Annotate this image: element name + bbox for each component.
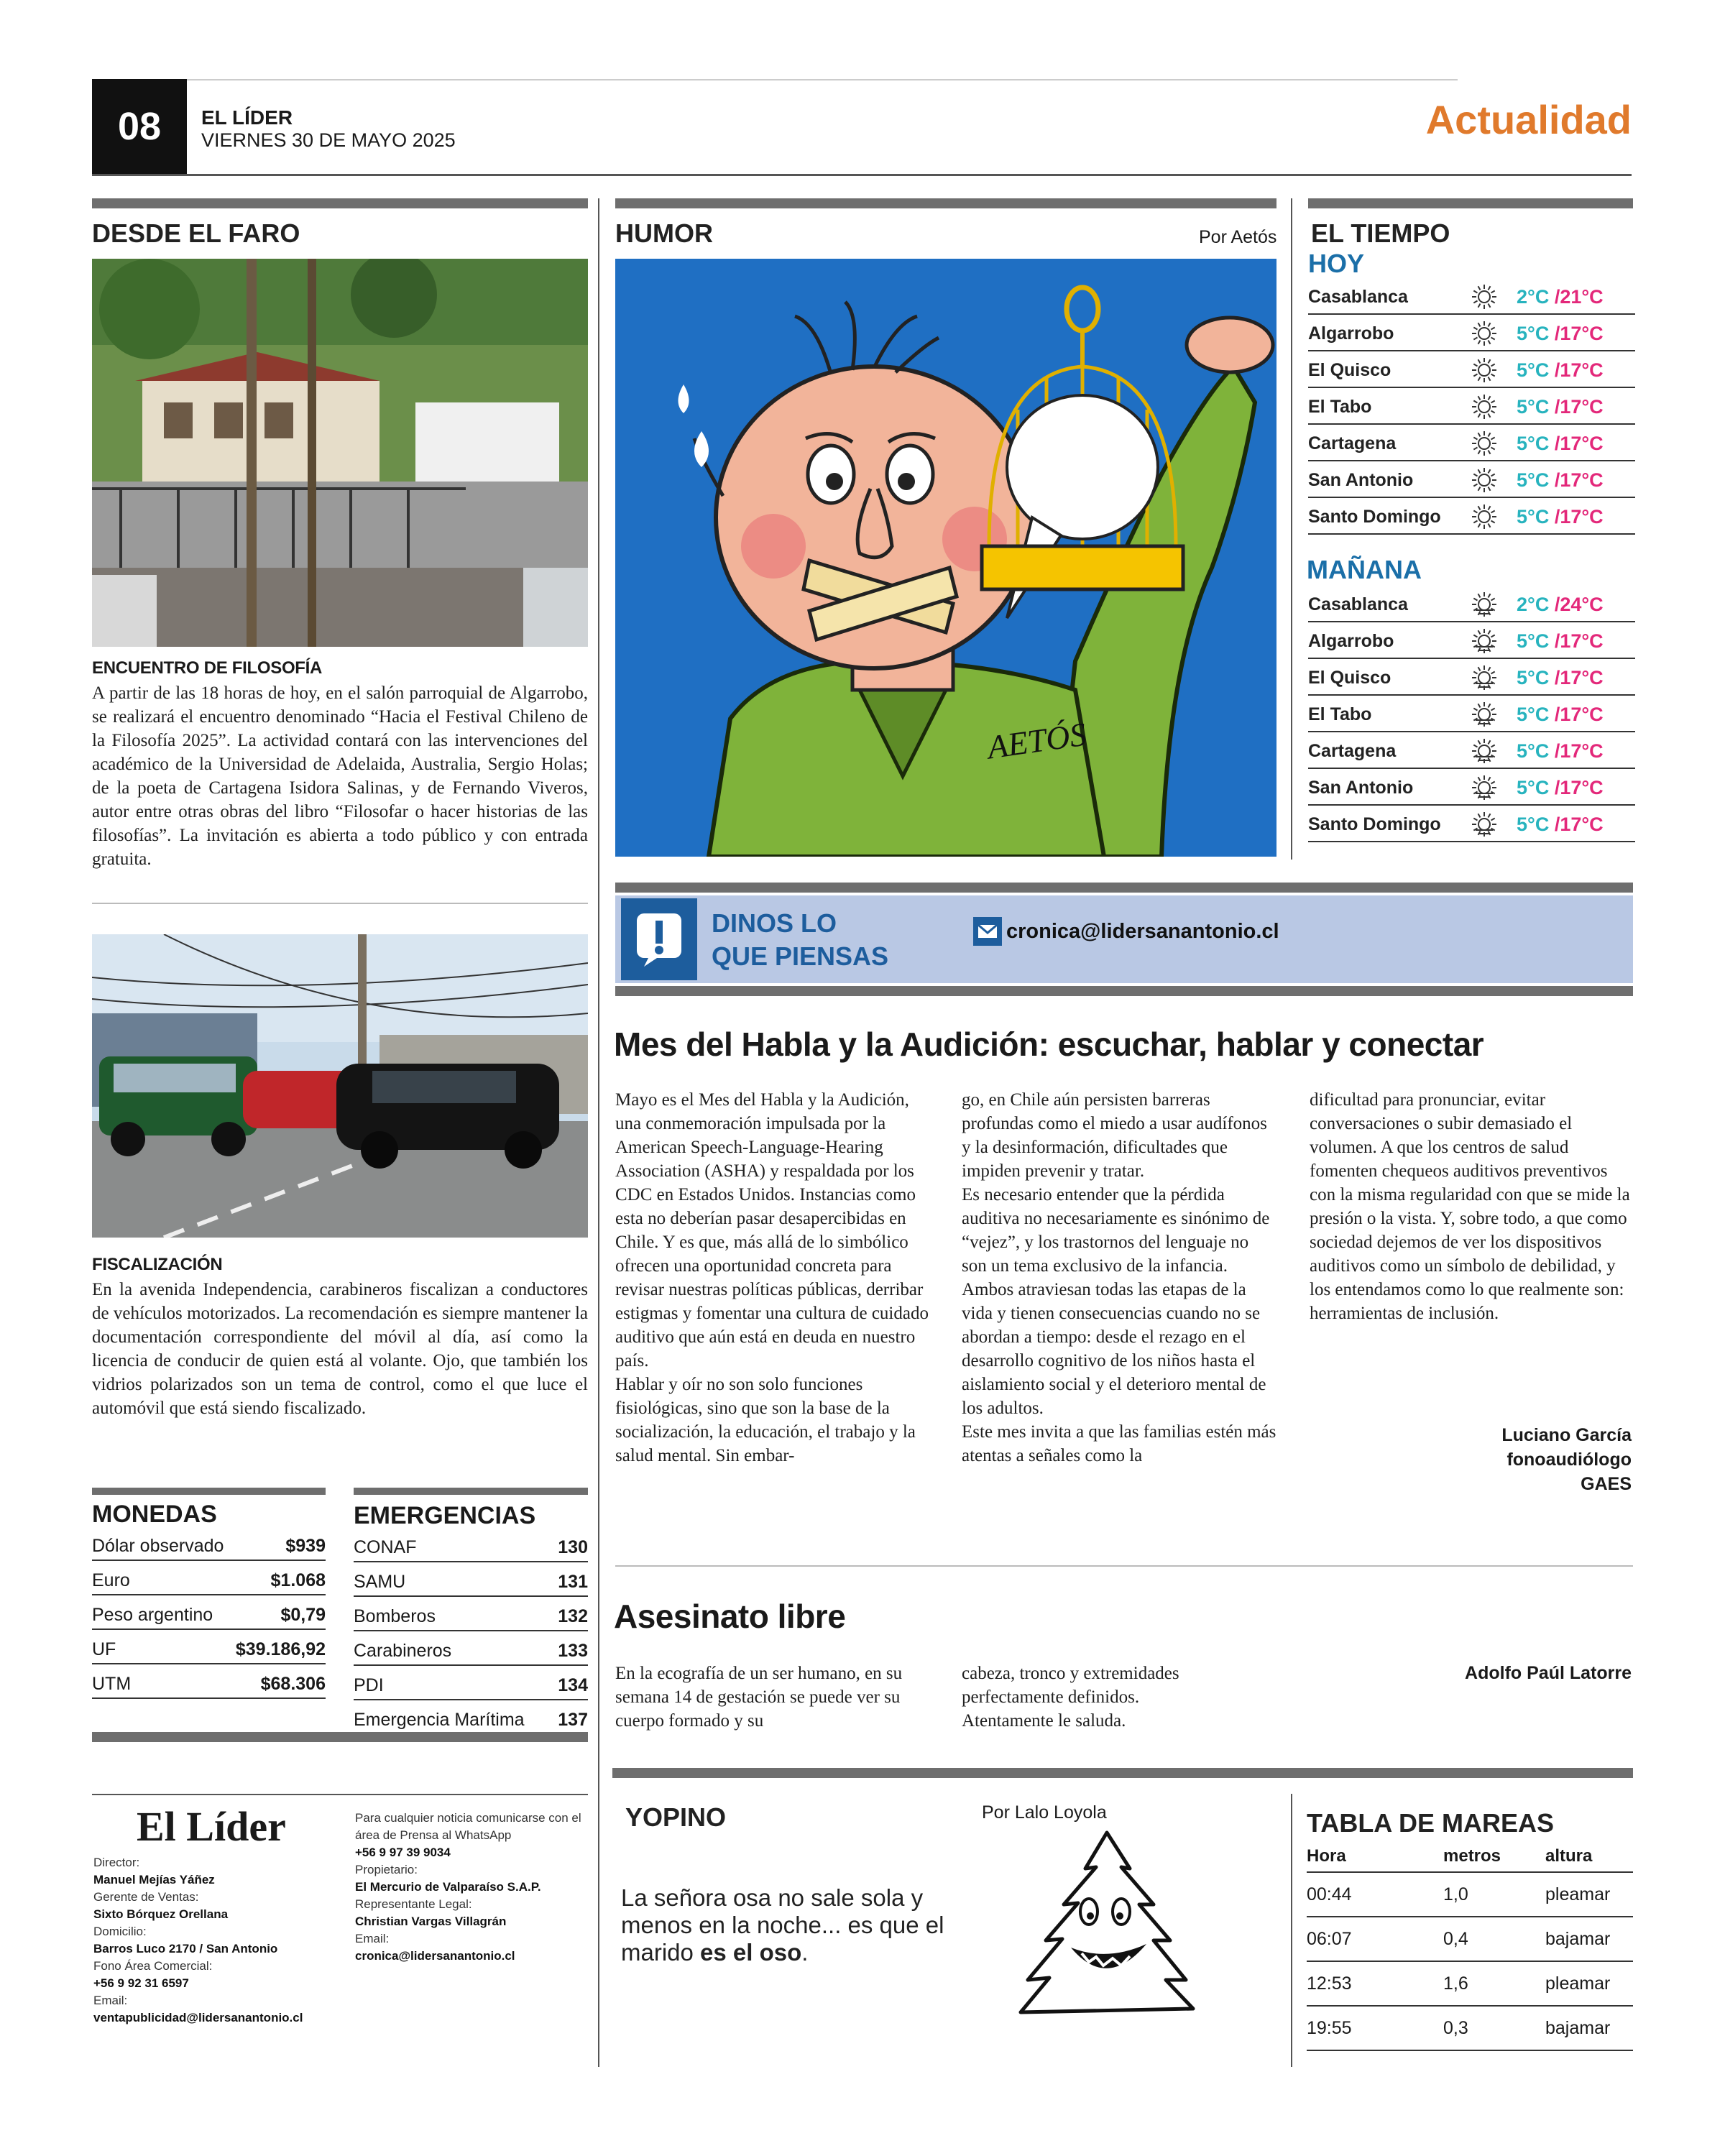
photo-fiscalizacion xyxy=(92,934,588,1238)
letter1-col2: go, en Chile aún persisten barreras profundas como el miedo a usar audífonos y la desinformación, dificultades que impiden prevenir y tratar. Es necesario entender que la pérdida auditiva no necesariamente es sinónimo de “vejez”, y los trastornos del lenguaje no son un tema exclusivo de la infancia. Ambos atraviesan todas las etapas de la vida y tienen consecuencias cuando no se abordan a tiempo: desde el rezago en el desarrollo cognitivo de los niños hasta el aislamiento social y el deterioro mental de los adultos. Este mes invita a que las familias estén más atentas a señales como la xyxy=(962,1090,1276,1465)
weather-max: 17°C xyxy=(1560,505,1604,528)
monedas-value: $1.068 xyxy=(270,1570,326,1590)
weather-city: Cartagena xyxy=(1308,433,1397,453)
letter2-col1: En la ecografía de un ser humano, en su semana 14 de gestación se puede ver su cuerpo formado y su xyxy=(615,1664,903,1731)
weather-temp xyxy=(1517,777,1604,799)
weather-separator: / xyxy=(1554,469,1560,491)
weather-min: 5°C xyxy=(1517,813,1550,835)
weather-min: 5°C xyxy=(1517,630,1550,652)
tide-hour: 19:55 xyxy=(1307,2017,1352,2038)
weather-max: 17°C xyxy=(1560,666,1604,688)
tide-meters: 0,4 xyxy=(1443,1928,1468,1949)
tide-type: pleamar xyxy=(1545,1973,1611,1994)
emergencias-label: Emergencia Marítima xyxy=(354,1710,525,1730)
weather-row xyxy=(1308,808,1635,842)
weather-city: San Antonio xyxy=(1308,469,1414,490)
weather-max: 17°C xyxy=(1560,630,1604,652)
weather-row xyxy=(1308,354,1635,388)
emergencias-row xyxy=(354,1631,588,1666)
tide-hour: 06:07 xyxy=(1307,1928,1352,1949)
weather-min: 5°C xyxy=(1517,505,1550,528)
weather-temp xyxy=(1517,506,1604,528)
tide-hour: 12:53 xyxy=(1307,1973,1352,1994)
weather-min: 2°C xyxy=(1517,285,1550,308)
weather-min: 5°C xyxy=(1517,359,1550,381)
sun-haze-icon xyxy=(1452,773,1517,802)
emergencias-value: 133 xyxy=(558,1641,588,1661)
monedas-row xyxy=(92,1630,326,1664)
weather-separator: / xyxy=(1554,395,1560,418)
tide-type: bajamar xyxy=(1545,2017,1611,2038)
dinos-icon-box xyxy=(621,898,697,980)
weather-row xyxy=(1308,771,1635,806)
tiempo-title: EL TIEMPO xyxy=(1311,218,1450,248)
tide-type: bajamar xyxy=(1545,1928,1611,1949)
sun-haze-icon xyxy=(1452,590,1517,619)
weather-row xyxy=(1308,588,1635,622)
humor-byline: Por Aetós xyxy=(1199,227,1277,247)
weather-separator: / xyxy=(1554,359,1560,381)
weather-city: Casablanca xyxy=(1308,594,1408,614)
emergencias-value: 131 xyxy=(558,1572,588,1592)
emergencias-label: CONAF xyxy=(354,1537,417,1557)
weather-separator: / xyxy=(1554,813,1560,835)
weather-temp xyxy=(1517,594,1604,616)
tide-row xyxy=(1307,1917,1633,1962)
weather-separator: / xyxy=(1554,740,1560,762)
weather-city: Cartagena xyxy=(1308,740,1397,761)
emergencias-value: 137 xyxy=(558,1710,588,1730)
weather-row xyxy=(1308,661,1635,696)
page-number-box xyxy=(92,79,187,174)
monedas-row xyxy=(92,1561,326,1595)
weather-min: 5°C xyxy=(1517,740,1550,762)
cartoon-signature: AETÓS xyxy=(985,715,1089,766)
weather-min: 5°C xyxy=(1517,776,1550,798)
humor-cartoon xyxy=(615,259,1276,857)
weather-temp xyxy=(1517,740,1604,763)
weather-min: 5°C xyxy=(1517,703,1550,725)
weather-row xyxy=(1308,427,1635,461)
weather-temp xyxy=(1517,630,1604,653)
weather-max: 17°C xyxy=(1560,395,1604,418)
sun-icon xyxy=(1452,502,1517,531)
tide-type: pleamar xyxy=(1545,1884,1611,1904)
yopino-tree-cartoon xyxy=(1006,1825,1208,2027)
weather-temp xyxy=(1517,433,1604,455)
letter1-title: Mes del Habla y la Audición: escuchar, hablar y conectar xyxy=(614,1026,1484,1063)
weather-row xyxy=(1308,464,1635,498)
weather-max: 24°C xyxy=(1560,593,1604,615)
imprint-right: Para cualquier noticia comunicarse con el área de Prensa al WhatsApp +56 9 97 39 9034 Propietario: El Mercurio de Valparaíso S.A.P. Representante Legal: Christian Vargas Villagrán Email: cronica@lidersanantonio.cl xyxy=(355,1811,581,1963)
weather-row xyxy=(1308,500,1635,535)
weather-separator: / xyxy=(1554,432,1560,454)
monedas-value: $39.186,92 xyxy=(235,1639,326,1659)
emergencias-row xyxy=(354,1528,588,1562)
weather-city: El Tabo xyxy=(1308,704,1372,724)
tide-row xyxy=(1307,2007,1633,2051)
tide-meters: 0,3 xyxy=(1443,2017,1468,2038)
tide-row xyxy=(1307,1962,1633,2007)
emergencias-row xyxy=(354,1597,588,1631)
weather-row xyxy=(1308,280,1635,315)
weather-separator: / xyxy=(1554,322,1560,344)
monedas-label: UTM xyxy=(92,1674,132,1694)
issue-date: VIERNES 30 DE MAYO 2025 xyxy=(201,129,456,151)
weather-separator: / xyxy=(1554,593,1560,615)
letter1-col3: dificultad para pronunciar, evitar conversaciones o subir demasiado el volumen. A que los centros de salud fomenten chequeos auditivos preventivos con la misma regularidad con que se mide la presión o la vista. Y, sobre todo, a que como sociedad dejemos de ver los dispositivos auditivos como un símbolo de debilidad, y los entendamos como lo que realmente son: herramientas de inclusión. xyxy=(1310,1090,1630,1323)
weather-city: Algarrobo xyxy=(1308,323,1394,344)
mareas-title: TABLA DE MAREAS xyxy=(1307,1808,1554,1838)
weather-min: 5°C xyxy=(1517,469,1550,491)
emergencias-title: EMERGENCIAS xyxy=(354,1502,536,1529)
weather-max: 17°C xyxy=(1560,813,1604,835)
weather-temp xyxy=(1517,359,1604,382)
weather-max: 17°C xyxy=(1560,322,1604,344)
weather-min: 5°C xyxy=(1517,666,1550,688)
tide-hour: 00:44 xyxy=(1307,1884,1352,1904)
tide-meters: 1,6 xyxy=(1443,1973,1468,1994)
weather-temp xyxy=(1517,814,1604,836)
imprint-logo: El Líder xyxy=(137,1803,286,1850)
weather-max: 21°C xyxy=(1560,285,1604,308)
weather-row xyxy=(1308,390,1635,425)
monedas-label: Euro xyxy=(92,1570,130,1590)
sun-haze-icon xyxy=(1452,700,1517,729)
weather-city: San Antonio xyxy=(1308,777,1414,798)
weather-separator: / xyxy=(1554,666,1560,688)
weather-row xyxy=(1308,625,1635,659)
weather-min: 5°C xyxy=(1517,395,1550,418)
tiempo-manana-label: MAÑANA xyxy=(1307,555,1422,584)
sun-haze-icon xyxy=(1452,663,1517,692)
fiscalizacion-title: FISCALIZACIÓN xyxy=(92,1255,223,1274)
sun-icon xyxy=(1452,392,1517,421)
humor-title: HUMOR xyxy=(615,218,713,248)
weather-temp xyxy=(1517,323,1604,345)
yopino-joke: La señora osa no sale sola y menos en la noche... es que el marido es el oso. xyxy=(621,1884,944,1966)
monedas-value: $0,79 xyxy=(280,1605,326,1625)
weather-separator: / xyxy=(1554,505,1560,528)
encuentro-title: ENCUENTRO DE FILOSOFÍA xyxy=(92,658,323,678)
weather-separator: / xyxy=(1554,285,1560,308)
weather-city: Santo Domingo xyxy=(1308,814,1441,834)
weather-max: 17°C xyxy=(1560,432,1604,454)
dinos-email-text: cronica@lidersanantonio.cl xyxy=(1006,919,1279,943)
weather-city: El Quisco xyxy=(1308,667,1392,688)
monedas-label: Peso argentino xyxy=(92,1605,213,1625)
weather-max: 17°C xyxy=(1560,740,1604,762)
monedas-row xyxy=(92,1526,326,1561)
fiscalizacion-text: En la avenida Independencia, carabineros fiscalizan a conductores de vehículos motorizados. La recomendación es siempre mantener la documentación correspondiente del móvil al día, así como la licencia de conducir de quien está al volante. Ojo, que también los vidrios polarizados son un tema de control, como el que luce el automóvil que está siendo fiscalizado. xyxy=(92,1280,588,1418)
weather-min: 5°C xyxy=(1517,432,1550,454)
sun-haze-icon xyxy=(1452,810,1517,839)
weather-max: 17°C xyxy=(1560,359,1604,381)
encuentro-text: A partir de las 18 horas de hoy, en el salón parroquial de Algarrobo, se realizará el encuentro denominado “Hacia el Festival Chileno de la Filosofía 2025”. La actividad contará con las intervenciones del académico de la Universidad de Adelaida, Australia, Sergio Holas; de la poeta de Cartagena Isidora Salinas, y de Fernando Viveros, autor entre otras obras del libro “Filosofar o hacer historias de las filosofías”. La invitación es abierta a todo público y con entrada gratuita. xyxy=(92,683,588,869)
emergencias-label: Carabineros xyxy=(354,1641,452,1661)
letter2-title: Asesinato libre xyxy=(614,1598,846,1635)
weather-row xyxy=(1308,317,1635,351)
imprint-left: Director: Manuel Mejías Yáñez Gerente de Ventas: Sixto Bórquez Orellana Domicilio: Barros Luco 2170 / San Antonio Fono Área Comercial: +56 9 92 31 6597 Email: ventapublicidad@lidersanantonio.cl xyxy=(93,1856,303,2024)
weather-temp xyxy=(1517,286,1604,308)
weather-city: El Quisco xyxy=(1308,359,1392,380)
monedas-value: $68.306 xyxy=(260,1674,326,1694)
emergencias-row xyxy=(354,1562,588,1597)
monedas-label: Dólar observado xyxy=(92,1536,224,1556)
emergencias-label: SAMU xyxy=(354,1572,406,1592)
monedas-title: MONEDAS xyxy=(92,1501,217,1528)
alert-icon xyxy=(634,911,684,968)
paper-name: EL LÍDER xyxy=(201,106,293,129)
weather-max: 17°C xyxy=(1560,703,1604,725)
weather-row xyxy=(1308,698,1635,732)
emergencias-table xyxy=(354,1503,588,1735)
dinos-title: DINOS LO QUE PIENSAS xyxy=(712,908,889,971)
sun-icon xyxy=(1452,429,1517,458)
page-number: 08 xyxy=(117,105,162,148)
mareas-table: Hora metros altura 00:44 1,0 pleamar 06:07 0,4 bajamar 12:53 1,6 pleamar 19:55 0,3 bajamar xyxy=(1307,1841,1633,2051)
emergencias-row xyxy=(354,1700,588,1735)
letter1-signature: Luciano García fonoaudiólogo GAES xyxy=(1501,1425,1632,1494)
sun-icon xyxy=(1452,356,1517,384)
weather-city: Casablanca xyxy=(1308,286,1408,307)
emergencias-label: Bomberos xyxy=(354,1606,436,1626)
monedas-row xyxy=(92,1595,326,1630)
weather-city: Santo Domingo xyxy=(1308,506,1441,527)
mail-icon xyxy=(973,917,1002,946)
weather-min: 5°C xyxy=(1517,322,1550,344)
weather-row xyxy=(1308,734,1635,769)
weather-temp xyxy=(1517,704,1604,726)
letter2-col2: cabeza, tronco y extremidades perfectamente definidos. Atentamente le saluda. xyxy=(962,1664,1179,1731)
weather-temp xyxy=(1517,667,1604,689)
weather-max: 17°C xyxy=(1560,469,1604,491)
desde-el-faro-title: DESDE EL FARO xyxy=(92,218,300,248)
tiempo-hoy-label: HOY xyxy=(1308,249,1365,278)
weather-city: Algarrobo xyxy=(1308,630,1394,651)
sun-haze-icon xyxy=(1452,737,1517,765)
sun-icon xyxy=(1452,319,1517,348)
yopino-title: YOPINO xyxy=(625,1802,727,1832)
emergencias-value: 130 xyxy=(558,1537,588,1557)
weather-temp xyxy=(1517,469,1604,492)
yopino-byline: Por Lalo Loyola xyxy=(982,1802,1107,1823)
monedas-row xyxy=(92,1664,326,1699)
letter1-col1: Mayo es el Mes del Habla y la Audición, una conmemoración impulsada por la American Speech-Language-Hearing Association (ASHA) y respaldada por los CDC en Estados Unidos. Instancias como esta no deberían pasar desapercibidas en Chile. Y es que, más allá de lo simbólico ofrecen una oportunidad concreta para revisar nuestras políticas públicas, derribar estigmas y fomentar una cultura de cuidado auditivo que aún está en deuda en nuestro país. Hablar y oír no son solo funciones fisiológicas, sino que son la base de la socialización, la educación, el trabajo y la salud mental. Sin embar- xyxy=(615,1090,929,1465)
tide-meters: 1,0 xyxy=(1443,1884,1468,1904)
emergencias-value: 132 xyxy=(558,1606,588,1626)
weather-separator: / xyxy=(1554,630,1560,652)
emergencias-row xyxy=(354,1666,588,1700)
weather-city: El Tabo xyxy=(1308,396,1372,417)
tide-row xyxy=(1307,1873,1633,1917)
emergencias-label: PDI xyxy=(354,1675,384,1695)
photo-salon-parroquial xyxy=(92,259,588,647)
monedas-label: UF xyxy=(92,1639,116,1659)
sun-haze-icon xyxy=(1452,627,1517,655)
weather-temp xyxy=(1517,396,1604,418)
section-name: Actualidad xyxy=(1425,97,1632,142)
weather-max: 17°C xyxy=(1560,776,1604,798)
sun-icon xyxy=(1452,282,1517,311)
weather-separator: / xyxy=(1554,776,1560,798)
emergencias-value: 134 xyxy=(558,1675,588,1695)
weather-separator: / xyxy=(1554,703,1560,725)
letter2-author: Adolfo Paúl Latorre xyxy=(1465,1663,1632,1683)
sun-icon xyxy=(1452,466,1517,494)
dinos-email[interactable] xyxy=(973,917,1279,946)
monedas-value: $939 xyxy=(285,1536,326,1556)
monedas-table xyxy=(92,1502,326,1699)
weather-min: 2°C xyxy=(1517,593,1550,615)
